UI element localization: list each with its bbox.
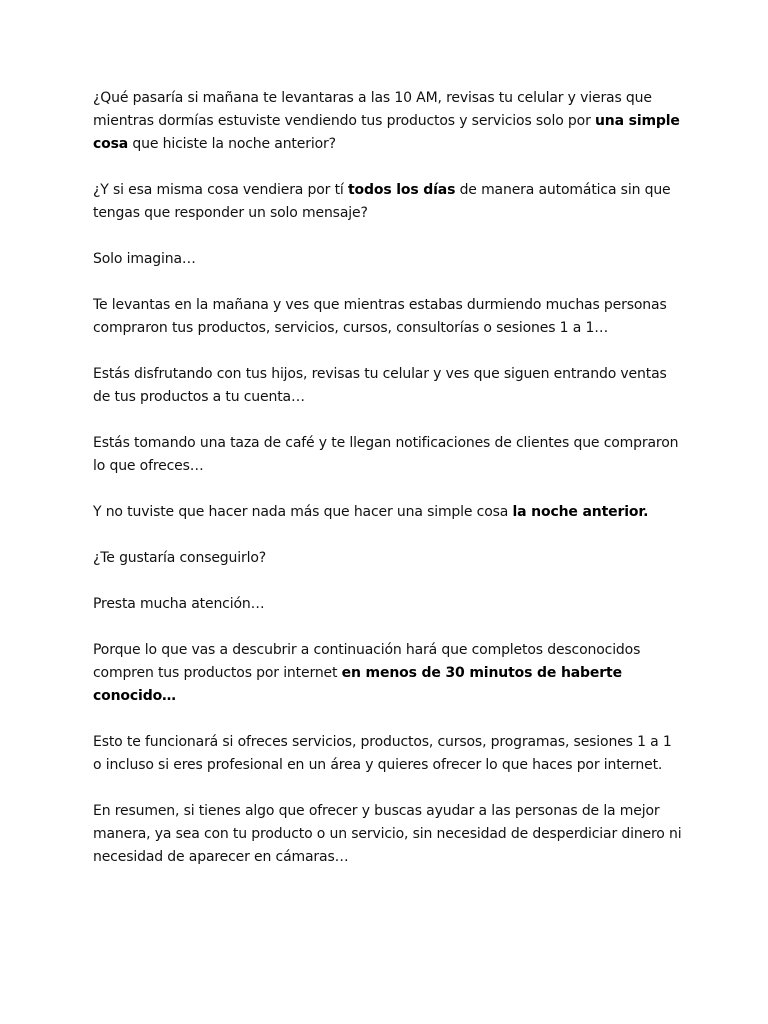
body-text: de manera automática sin que tengas que responder un solo mensaje?	[93, 182, 671, 221]
paragraph	[93, 593, 683, 616]
body-text: Porque lo que vas a descubrir a continuación hará que completos desconocidos compren tus productos por internet	[93, 642, 641, 681]
paragraph	[93, 294, 683, 340]
paragraph	[93, 179, 683, 225]
body-text: ¿Y si esa misma cosa vendiera por tí	[93, 182, 348, 198]
paragraph	[93, 363, 683, 409]
bold-text: en menos de 30 minutos de haberte conocido…	[93, 665, 622, 704]
body-text: Te levantas en la mañana y ves que mientras estabas durmiendo muchas personas compraron tus productos, servicios, cursos, consultorías o sesiones 1 a 1…	[93, 297, 667, 336]
paragraph	[93, 87, 683, 156]
body-text: Estás tomando una taza de café y te llegan notificaciones de clientes que compraron lo que ofreces…	[93, 435, 679, 474]
paragraph	[93, 731, 683, 777]
body-text: Y no tuviste que hacer nada más que hacer una simple cosa	[93, 504, 513, 520]
body-text: Presta mucha atención…	[93, 596, 265, 612]
paragraph	[93, 501, 683, 524]
body-text: Solo imagina…	[93, 251, 196, 267]
bold-text: la noche anterior.	[512, 504, 649, 520]
paragraph	[93, 800, 683, 869]
paragraph	[93, 248, 683, 271]
paragraph	[93, 639, 683, 708]
body-text: que hiciste la noche anterior?	[128, 136, 336, 152]
paragraph	[93, 432, 683, 478]
body-text: En resumen, si tienes algo que ofrecer y buscas ayudar a las personas de la mejor manera, ya sea con tu producto o un servicio, sin necesidad de desperdiciar dinero ni necesidad de aparecer en cámaras…	[93, 803, 682, 865]
bold-text: todos los días	[347, 182, 456, 198]
document-page	[93, 87, 683, 892]
bold-text: una simple cosa	[93, 113, 680, 152]
paragraph	[93, 547, 683, 570]
body-text: Estás disfrutando con tus hijos, revisas tu celular y ves que siguen entrando ventas de tus productos a tu cuenta…	[93, 366, 667, 405]
body-text: Esto te funcionará si ofreces servicios, productos, cursos, programas, sesiones 1 a 1 o incluso si eres profesional en un área y quieres ofrecer lo que haces por internet.	[93, 734, 672, 773]
body-text: ¿Te gustaría conseguirlo?	[93, 550, 267, 566]
body-text: ¿Qué pasaría si mañana te levantaras a las 10 AM, revisas tu celular y vieras que mientras dormías estuviste vendiendo tus productos y servicios solo por	[93, 90, 652, 129]
